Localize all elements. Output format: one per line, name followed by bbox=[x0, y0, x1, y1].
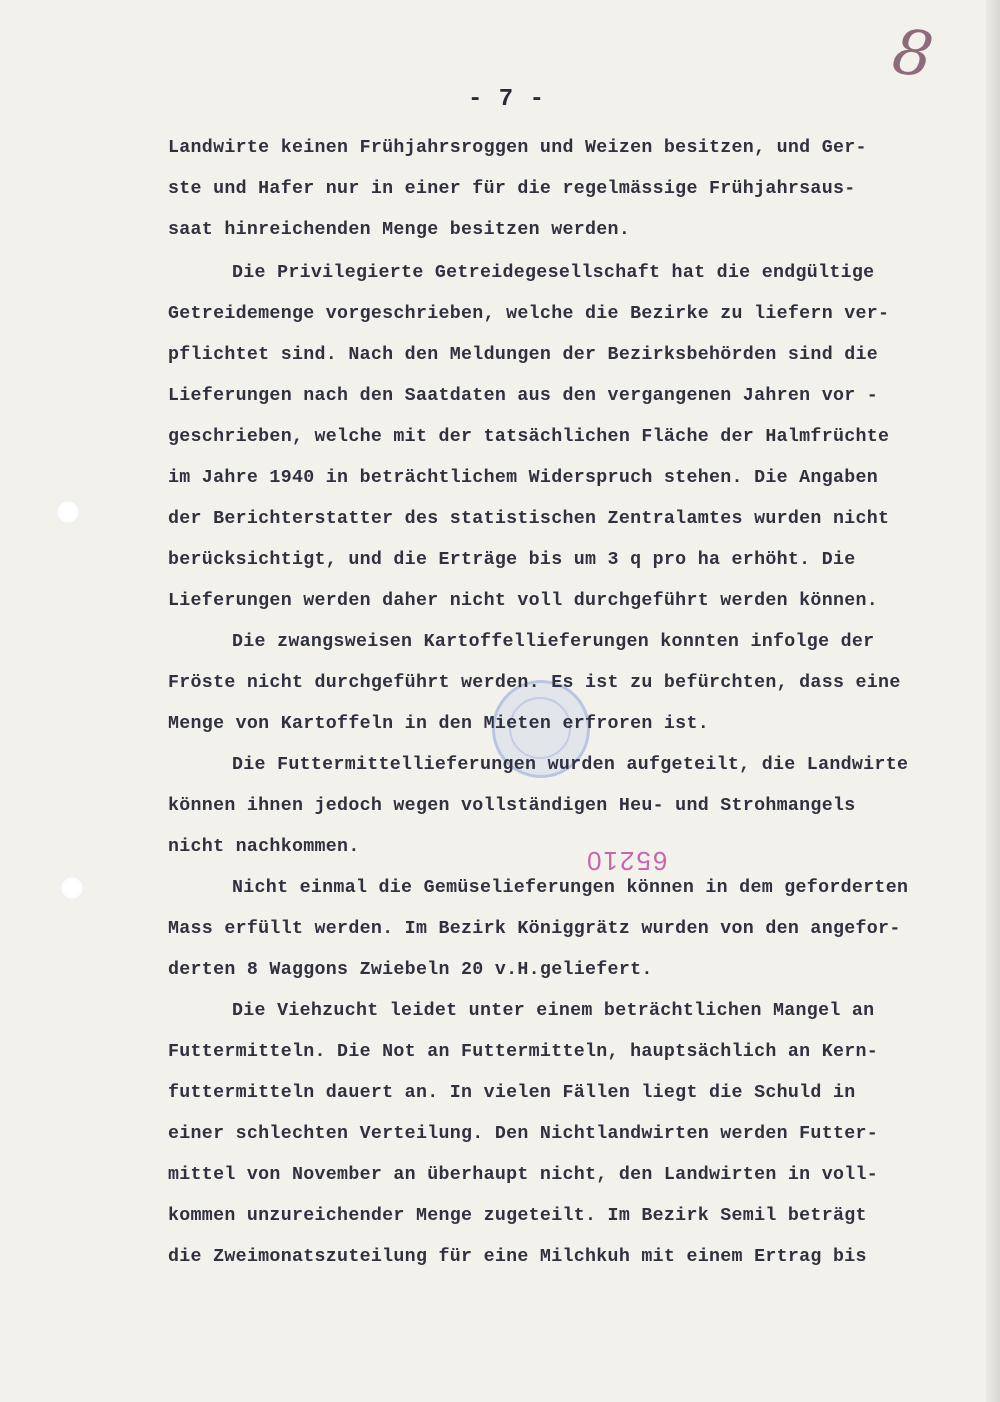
text-line: saat hinreichenden Menge besitzen werden. bbox=[168, 220, 631, 240]
text-line: Mass erfüllt werden. Im Bezirk Königgrätz wurden von den angefor- bbox=[168, 919, 901, 939]
handwritten-archive-number: 8 bbox=[888, 14, 938, 92]
text-line: Menge von Kartoffeln in den Mieten erfroren ist. bbox=[168, 714, 709, 734]
text-line: geschrieben, welche mit der tatsächlichen Fläche der Halmfrüchte bbox=[168, 427, 890, 447]
text-line: die Zweimonatszuteilung für eine Milchkuh mit einem Ertrag bis bbox=[168, 1247, 867, 1267]
text-line: Lieferungen werden daher nicht voll durchgeführt werden können. bbox=[168, 591, 879, 611]
text-line: mittel von November an überhaupt nicht, den Landwirten in voll- bbox=[168, 1165, 879, 1185]
text-line: Fröste nicht durchgeführt werden. Es ist zu befürchten, dass eine bbox=[168, 673, 901, 693]
paragraph-first-line: Die Futtermittellieferungen wurden aufgeteilt, die Landwirte bbox=[232, 755, 909, 775]
text-line: der Berichterstatter des statistischen Zentralamtes wurden nicht bbox=[168, 509, 890, 529]
punch-hole bbox=[60, 876, 84, 900]
text-line: futtermitteln dauert an. In vielen Fällen liegt die Schuld in bbox=[168, 1083, 856, 1103]
page-edge bbox=[986, 0, 1000, 1402]
text-line: im Jahre 1940 in beträchtlichem Widerspruch stehen. Die Angaben bbox=[168, 468, 879, 488]
text-line: Getreidemenge vorgeschrieben, welche die Bezirke zu liefern ver- bbox=[168, 304, 890, 324]
paragraph-first-line: Die Privilegierte Getreidegesellschaft hat die endgültige bbox=[232, 263, 875, 283]
text-line: einer schlechten Verteilung. Den Nichtlandwirten werden Futter- bbox=[168, 1124, 879, 1144]
text-line: derten 8 Waggons Zwiebeln 20 v.H.geliefert. bbox=[168, 960, 653, 980]
paragraph-first-line: Nicht einmal die Gemüselieferungen können in dem geforderten bbox=[232, 878, 909, 898]
text-line: Futtermitteln. Die Not an Futtermitteln, hauptsächlich an Kern- bbox=[168, 1042, 879, 1062]
text-line: nicht nachkommen. bbox=[168, 837, 360, 857]
paragraph-first-line: Die zwangsweisen Kartoffellieferungen konnten infolge der bbox=[232, 632, 875, 652]
text-line: können ihnen jedoch wegen vollständigen Heu- und Strohmangels bbox=[168, 796, 856, 816]
text-line: berücksichtigt, und die Erträge bis um 3 q pro ha erhöht. Die bbox=[168, 550, 856, 570]
stamped-number: 65210 bbox=[585, 846, 668, 876]
punch-hole bbox=[56, 500, 80, 524]
text-line: pflichtet sind. Nach den Meldungen der Bezirksbehörden sind die bbox=[168, 345, 879, 365]
paragraph-first-line: Die Viehzucht leidet unter einem beträchtlichen Mangel an bbox=[232, 1001, 875, 1021]
text-line: Lieferungen nach den Saatdaten aus den vergangenen Jahren vor - bbox=[168, 386, 879, 406]
text-line: Landwirte keinen Frühjahrsroggen und Weizen besitzen, und Ger- bbox=[168, 138, 867, 158]
page-number: - 7 - bbox=[468, 86, 546, 113]
document-body bbox=[168, 128, 948, 1278]
text-line: ste und Hafer nur in einer für die regelmässige Frühjahrsaus- bbox=[168, 179, 856, 199]
text-line: kommen unzureichender Menge zugeteilt. Im Bezirk Semil beträgt bbox=[168, 1206, 867, 1226]
